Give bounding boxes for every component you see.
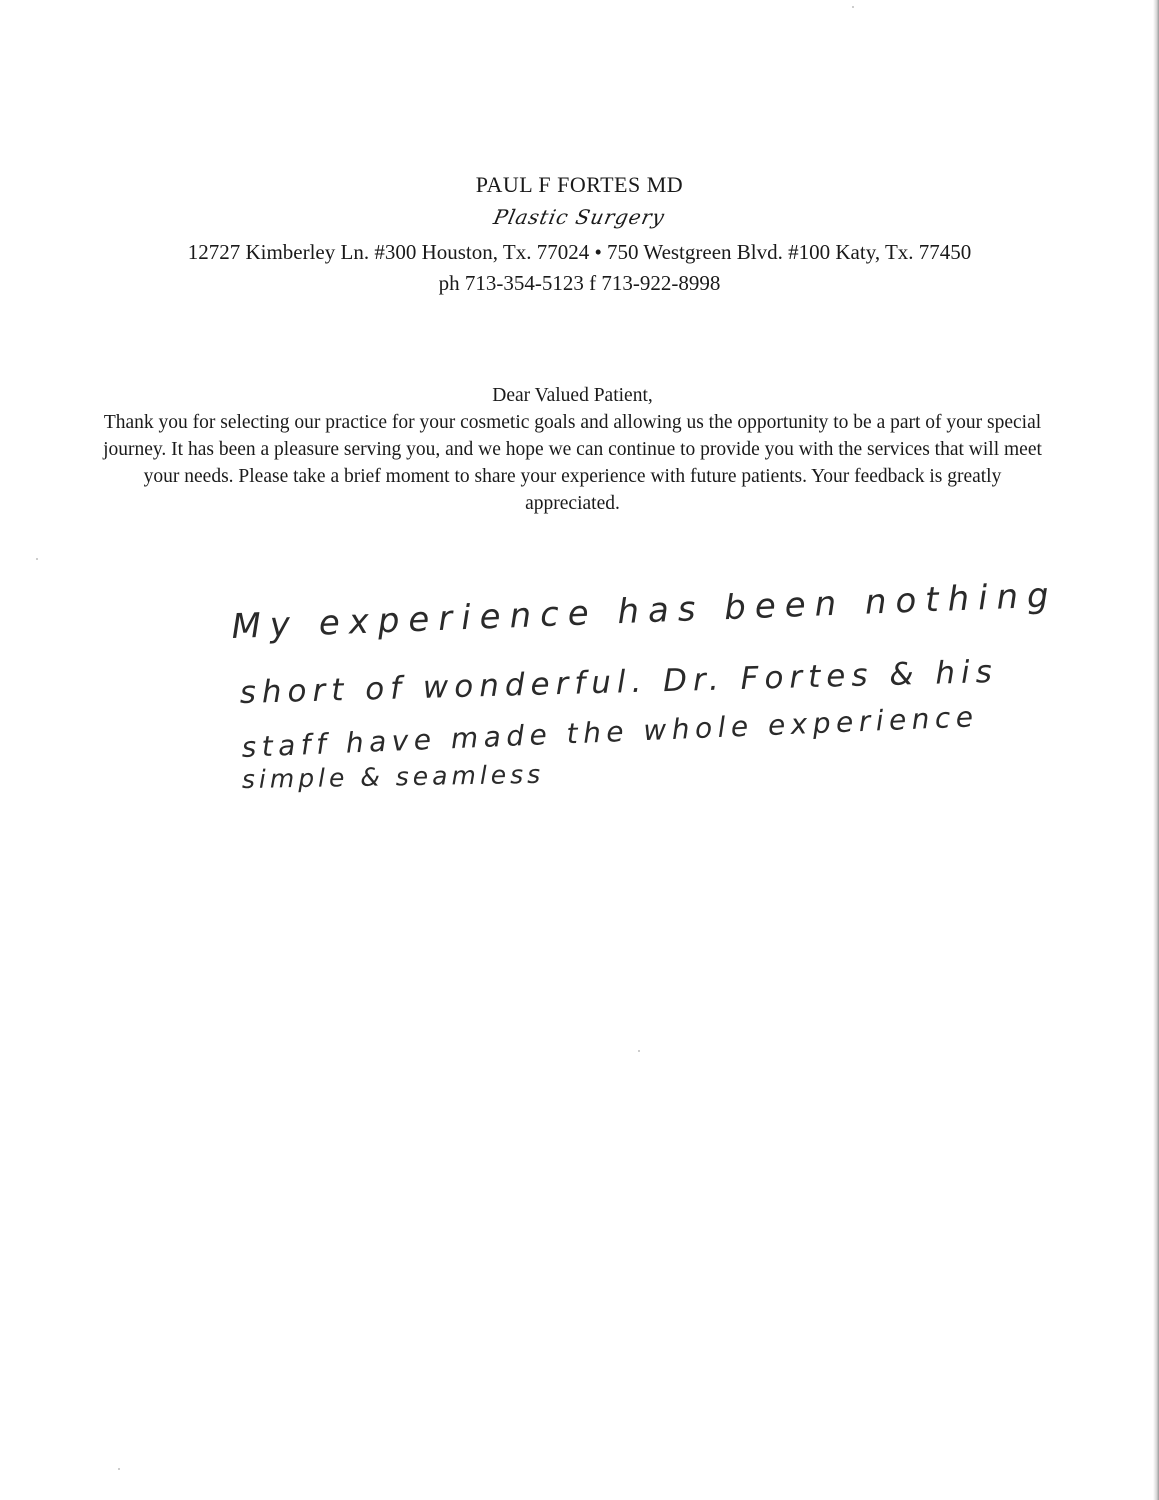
scan-speck	[638, 1050, 640, 1052]
practice-address: 12727 Kimberley Ln. #300 Houston, Tx. 77024 • 750 Westgreen Blvd. #100 Katy, Tx. 77450	[187, 240, 972, 264]
specialty: Plastic Surgery	[491, 205, 668, 229]
letterhead	[0, 170, 1159, 298]
practice-phones: ph 713-354-5123 f 713-922-8998	[438, 271, 721, 295]
doctor-name: PAUL F FORTES MD	[475, 172, 684, 197]
letter-body	[100, 382, 1045, 517]
handwritten-line: simple & seamless	[241, 759, 545, 794]
letter-message: Thank you for selecting our practice for your cosmetic goals and allowing us the opportunity to be a part of your special journey. It has been a pleasure serving you, and we hope we can continue to provide you with the services that will meet your needs. Please take a brief moment to share your experience with future patients. Your feedback is greatly appreciated.	[103, 412, 1042, 514]
handwritten-line: My experience has been nothing	[230, 575, 1059, 647]
salutation: Dear Valued Patient,	[492, 385, 653, 406]
scan-speck	[852, 6, 854, 8]
scan-speck	[118, 1468, 120, 1470]
scan-speck	[36, 558, 38, 560]
handwritten-line: staff have made the whole experience	[240, 700, 980, 764]
handwritten-line: short of wonderful. Dr. Fortes & his	[239, 653, 999, 711]
